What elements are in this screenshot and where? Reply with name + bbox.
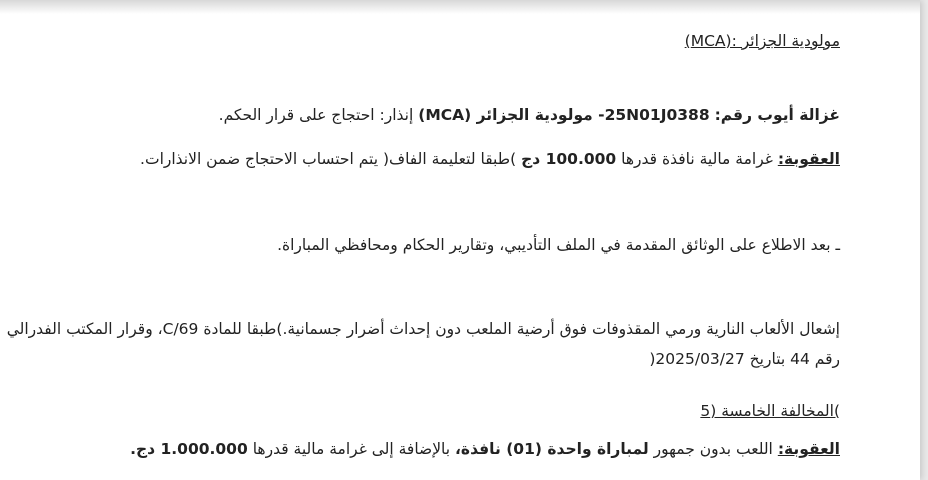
penalty-match-count: لمباراة واحدة (01) نافذة،	[455, 440, 649, 458]
violation-paragraph: إشعال الألعاب النارية ورمي المقذوفات فوق أرضية الملعب دون إحداث أضرار جسمانية.)طبقا للمادة C/69، وقرار المكتب الفدرالي رقم 44 بتاريخ 2025/03/27(	[6, 320, 840, 368]
club-header: مولودية الجزائر :(MCA)	[684, 32, 840, 50]
penalty-fine-text: بالإضافة إلى غرامة مالية قدرها	[252, 440, 451, 458]
penalty-amount: 100.000 دج	[521, 150, 617, 168]
penalty-label: العقوبة:	[777, 150, 840, 168]
penalty-amount-2: 1.000.000 دج.	[130, 440, 248, 458]
case-number: 25N01J0388- مولودية الجزائر (MCA)	[418, 106, 710, 124]
player-name: غزالة أيوب رقم:	[714, 106, 840, 124]
penalty-line-2	[130, 438, 840, 460]
penalty-text-2: اللعب بدون جمهور	[653, 440, 773, 458]
top-shadow	[0, 0, 920, 14]
review-line: ـ بعد الاطلاع على الوثائق المقدمة في الملف التأديبي، وتقارير الحكام ومحافظي المباراة.	[277, 236, 840, 254]
offense-heading: )المخالفة الخامسة (5	[700, 402, 840, 420]
penalty-line-1	[140, 148, 840, 170]
case-line	[219, 104, 840, 126]
penalty-text: غرامة مالية نافذة قدرها	[621, 150, 773, 168]
penalty-label-2: العقوبة:	[777, 440, 840, 458]
penalty-note: )طبقا لتعليمة الفاف( يتم احتساب الاحتجاج ضمن الانذارات.	[140, 150, 517, 168]
case-decision: إنذار: احتجاج على قرار الحكم.	[218, 106, 414, 124]
